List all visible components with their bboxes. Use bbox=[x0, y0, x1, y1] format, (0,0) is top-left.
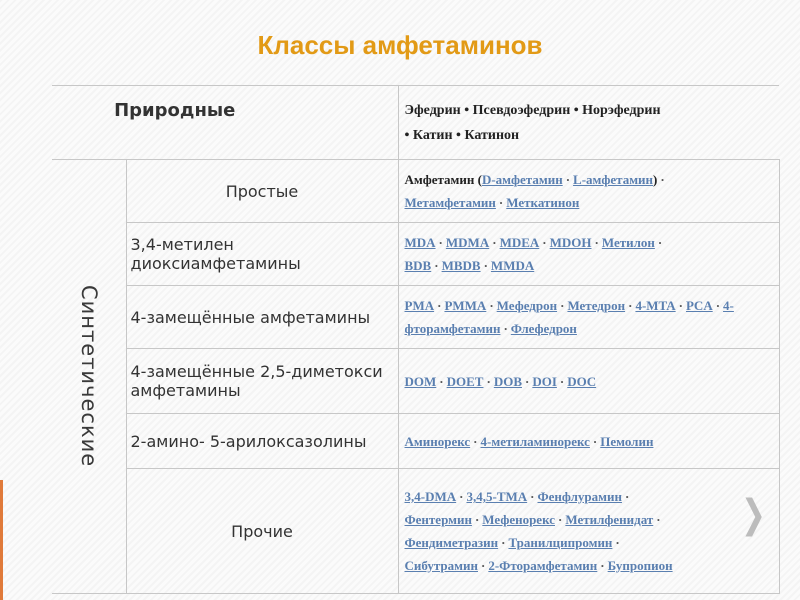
link-bdb[interactable]: BDB bbox=[404, 258, 432, 273]
link-doet[interactable]: DOET bbox=[446, 373, 484, 389]
link-doc[interactable]: DOC bbox=[567, 373, 597, 389]
methylene-list: MDA · MDMA · MDEA · MDOH · Метилон · BDB · MBDB · MMDA bbox=[398, 223, 779, 286]
oxazoline-list: Аминорекс · 4-метиламинорекс · Пемолин bbox=[398, 414, 779, 469]
natural-item: Эфедрин bbox=[404, 102, 461, 118]
link-doi[interactable]: DOI bbox=[532, 373, 557, 389]
simple-list: Амфетамин (D-амфетамин · L-амфетамин) · Метамфетамин · Меткатинон bbox=[398, 160, 779, 223]
category-dimethoxy: 4-замещённые 2,5-диметокси амфетамины bbox=[126, 349, 398, 414]
natural-item: Псевдоэфедрин bbox=[472, 102, 571, 118]
link-methcathinone[interactable]: Меткатинон bbox=[506, 195, 580, 210]
natural-header bbox=[52, 86, 398, 160]
category-substituted4: 4-замещённые амфетамины bbox=[126, 286, 398, 349]
accent-bar bbox=[0, 480, 3, 600]
substituted4-row bbox=[52, 286, 779, 349]
link-pmma[interactable]: PMMA bbox=[444, 298, 487, 313]
natural-list: Эфедрин • Псевдоэфедрин • Норэфедрин • Катин • Катинон bbox=[398, 86, 779, 160]
amphetamine-classes-table bbox=[52, 85, 780, 594]
natural-item: Катин bbox=[412, 127, 453, 143]
link-4-mta[interactable]: 4-MTA bbox=[635, 298, 676, 313]
link-sibutramine[interactable]: Сибутрамин bbox=[404, 558, 478, 573]
link-mefenorex[interactable]: Мефенорекс bbox=[482, 512, 556, 527]
category-oxazoline: 2-амино- 5-арилоксазолины bbox=[126, 414, 398, 469]
link-l-amphetamine[interactable]: L-амфетамин bbox=[573, 172, 654, 187]
link-mdoh[interactable]: MDOH bbox=[549, 235, 592, 250]
category-methylene: 3,4-метилен диоксиамфетамины bbox=[126, 223, 398, 286]
link-mdea[interactable]: MDEA bbox=[499, 235, 540, 250]
link-pca[interactable]: PCA bbox=[685, 298, 713, 313]
link-mda[interactable]: MDA bbox=[404, 235, 436, 250]
link-methedrone[interactable]: Метедрон bbox=[567, 298, 626, 313]
link-phentermine[interactable]: Фентермин bbox=[404, 512, 472, 527]
other-list: 3,4-DMA · 3,4,5-TMA · Фенфлурамин · Фентермин · Мефенорекс · Метилфенидат · Фендиметразин · Транилципромин · Сибутрамин · 2-Фторамфетамин · Бупропион bbox=[398, 469, 779, 594]
link-phendimetrazine[interactable]: Фендиметразин bbox=[404, 535, 499, 550]
link-tranylcypromine[interactable]: Транилципромин bbox=[508, 535, 613, 550]
link-d-amphetamine[interactable]: D-амфетамин bbox=[481, 172, 563, 187]
link-methamphetamine[interactable]: Метамфетамин bbox=[404, 195, 496, 210]
natural-item: Норэфедрин bbox=[582, 102, 661, 118]
other-row bbox=[52, 469, 779, 594]
link-pma[interactable]: PMA bbox=[404, 298, 435, 313]
category-other: Прочие bbox=[126, 469, 398, 594]
link-flephedrone[interactable]: Флефедрон bbox=[510, 321, 577, 336]
synthetic-column bbox=[52, 160, 126, 594]
chevron-right-icon[interactable]: ❯ bbox=[740, 491, 766, 538]
link-2-fluoroamphetamine[interactable]: 2-Фторамфетамин bbox=[488, 558, 598, 573]
substituted4-list: PMA · PMMA · Мефедрон · Метедрон · 4-MTA · PCA · 4-фторамфетамин · Флефедрон bbox=[398, 286, 779, 349]
page-title: Классы амфетаминов bbox=[257, 30, 543, 60]
lead-text: Амфетамин ( bbox=[404, 172, 482, 187]
dimethoxy-list: DOM · DOET · DOB · DOI · DOC bbox=[398, 349, 779, 414]
link-aminorex[interactable]: Аминорекс bbox=[404, 433, 471, 449]
natural-label: Природные bbox=[114, 100, 236, 121]
simple-row bbox=[52, 160, 779, 223]
link-fenfluramine[interactable]: Фенфлурамин bbox=[537, 489, 622, 504]
link-dom[interactable]: DOM bbox=[404, 373, 437, 389]
natural-row bbox=[52, 86, 779, 160]
link-mbdb[interactable]: MBDB bbox=[441, 258, 481, 273]
oxazoline-row bbox=[52, 414, 779, 469]
link-3-4-5-tma[interactable]: 3,4,5-TMA bbox=[466, 489, 528, 504]
natural-item: Катинон bbox=[464, 127, 520, 143]
category-simple: Простые bbox=[126, 160, 398, 223]
link-methylone[interactable]: Метилон bbox=[601, 235, 655, 250]
link-bupropion[interactable]: Бупропион bbox=[607, 558, 673, 573]
link-dob[interactable]: DOB bbox=[493, 373, 522, 389]
dimethoxy-row bbox=[52, 349, 779, 414]
close-text: ) bbox=[653, 172, 658, 187]
methylene-row bbox=[52, 223, 779, 286]
synthetic-label: Синтетические bbox=[76, 285, 101, 468]
link-methylphenidate[interactable]: Метилфенидат bbox=[565, 512, 654, 527]
link-3-4-dma[interactable]: 3,4-DMA bbox=[404, 489, 457, 504]
link-mmda[interactable]: MMDA bbox=[490, 258, 535, 273]
link-4-fluoroamphetamine[interactable]: 4-фторамфетамин bbox=[404, 298, 734, 336]
link-4-methylaminorex[interactable]: 4-метиламинорекс bbox=[480, 433, 590, 449]
link-pemoline[interactable]: Пемолин bbox=[600, 433, 654, 449]
link-mephedrone[interactable]: Мефедрон bbox=[496, 298, 558, 313]
link-mdma[interactable]: MDMA bbox=[445, 235, 490, 250]
